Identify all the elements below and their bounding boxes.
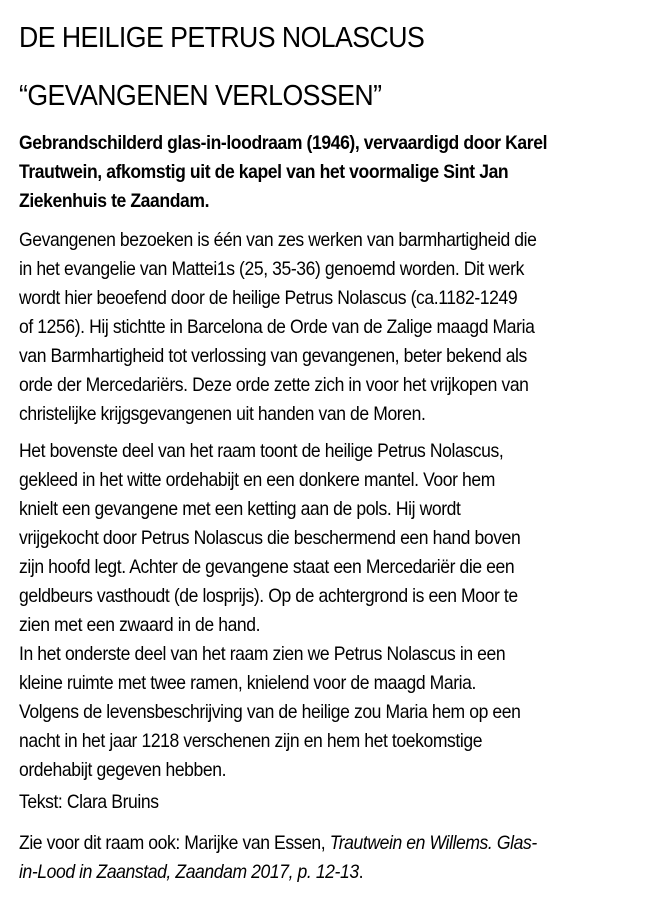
text-line: gekleed in het witte ordehabijt en een donkere mantel. Voor hem bbox=[19, 469, 495, 491]
text-line: christelijke krijgsgevangenen uit handen van de Moren. bbox=[19, 403, 426, 425]
title-line-1: DE HEILIGE PETRUS NOLASCUS bbox=[19, 22, 425, 54]
text-line: orde der Mercedariërs. Deze orde zette zich in voor het vrijkopen van bbox=[19, 374, 529, 396]
text-line: vrijgekocht door Petrus Nolascus die beschermend een hand boven bbox=[19, 527, 521, 549]
reference-title-part-1: Trautwein en Willems. Glas- bbox=[329, 832, 537, 854]
paragraph-2 bbox=[19, 437, 520, 640]
text-line: Ziekenhuis te Zaandam. bbox=[19, 190, 210, 212]
text-line: geldbeurs vasthoudt (de losprijs). Op de achtergrond is een Moor te bbox=[19, 585, 518, 607]
credit-text: Tekst: Clara Bruins bbox=[19, 791, 159, 813]
reference-prefix: Zie voor dit raam ook: Marijke van Essen, bbox=[19, 832, 330, 854]
paragraph-1 bbox=[19, 226, 537, 429]
reference-paragraph bbox=[19, 829, 537, 887]
text-line: in het evangelie van Mattei1s (25, 35-36) genoemd worden. Dit werk bbox=[19, 258, 524, 280]
reference-title-part-2: in-Lood in Zaanstad, Zaandam 2017, p. 12-13 bbox=[19, 861, 359, 883]
reference-line-1 bbox=[19, 829, 537, 858]
text-line: of 1256). Hij stichtte in Barcelona de Orde van de Zalige maagd Maria bbox=[19, 316, 535, 338]
intro-paragraph bbox=[19, 129, 547, 216]
title-line-2: “GEVANGENEN VERLOSSEN” bbox=[19, 80, 382, 112]
paragraph-3 bbox=[19, 640, 520, 785]
text-line: Het bovenste deel van het raam toont de heilige Petrus Nolascus, bbox=[19, 440, 504, 462]
text-line: Volgens de levensbeschrijving van de heilige zou Maria hem op een bbox=[19, 701, 521, 723]
text-line: ordehabijt gegeven hebben. bbox=[19, 759, 227, 781]
text-line: knielt een gevangene met een ketting aan de pols. Hij wordt bbox=[19, 498, 461, 520]
reference-line-2 bbox=[19, 858, 537, 887]
text-line: van Barmhartigheid tot verlossing van gevangenen, beter bekend als bbox=[19, 345, 527, 367]
text-line: zien met een zwaard in de hand. bbox=[19, 614, 261, 636]
text-line: Gevangenen bezoeken is één van zes werken van barmhartigheid die bbox=[19, 229, 537, 251]
author-credit bbox=[19, 788, 159, 817]
text-line: wordt hier beoefend door de heilige Petrus Nolascus (ca.1182-1249 bbox=[19, 287, 518, 309]
text-line: nacht in het jaar 1218 verschenen zijn en hem het toekomstige bbox=[19, 730, 483, 752]
text-line: zijn hoofd legt. Achter de gevangene staat een Mercedariër die een bbox=[19, 556, 515, 578]
reference-suffix: . bbox=[358, 861, 364, 883]
text-line: Trautwein, afkomstig uit de kapel van het voormalige Sint Jan bbox=[19, 161, 509, 183]
text-line: In het onderste deel van het raam zien we Petrus Nolascus in een bbox=[19, 643, 506, 665]
text-line: Gebrandschilderd glas-in-loodraam (1946), vervaardigd door Karel bbox=[19, 132, 548, 154]
text-line: kleine ruimte met twee ramen, knielend voor de maagd Maria. bbox=[19, 672, 477, 694]
